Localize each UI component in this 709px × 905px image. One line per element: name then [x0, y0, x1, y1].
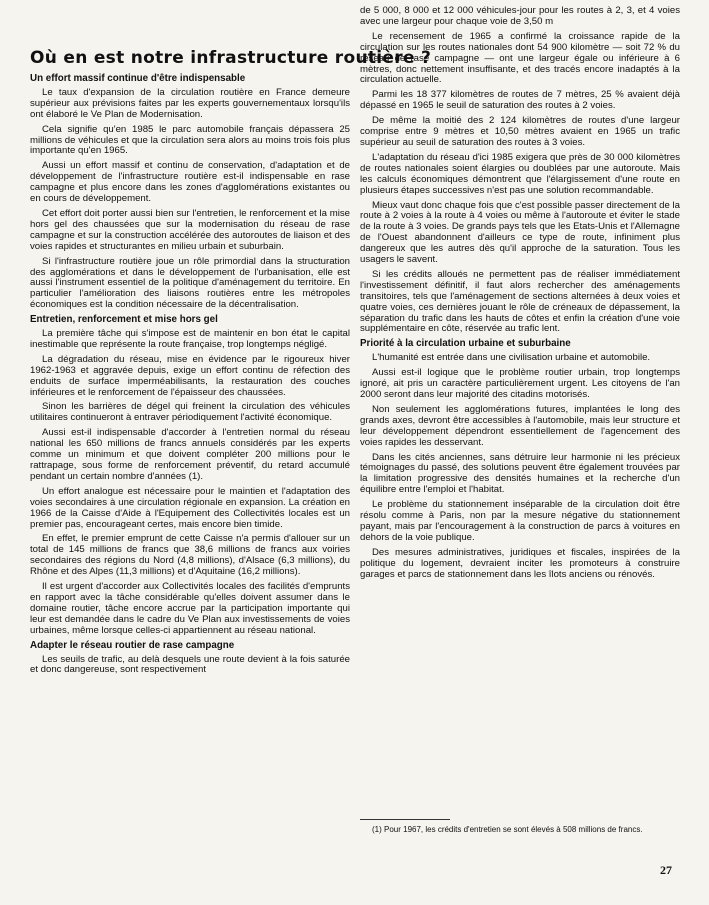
paragraph: de 5 000, 8 000 et 12 000 véhicules-jour pour les routes à 2, 3, et 4 voies avec une largeur pour chaque voie de 3,50 m [360, 5, 680, 27]
section-heading: Adapter le réseau routier de rase campagne [30, 639, 235, 651]
article-title: Où en est notre infrastructure routière ? [30, 48, 432, 68]
paragraph: Les seuils de trafic, au delà desquels une route devient à la fois saturée et donc dangereuse, sont respectivement [30, 653, 350, 676]
paragraph: Parmi les 18 377 kilomètres de routes de 7 mètres, 25 % avaient déjà dépassé en 1965 le seuil de saturation des routes à 2 voies. [360, 89, 680, 112]
section-heading: Un effort massif continue d'être indispensable [30, 73, 246, 84]
paragraph: Si l'infrastructure routière joue un rôle primordial dans la structuration des agglomérations et dans le développement de l'urbanisation, elle est aussi l'instrument essentiel de la politique d'aménagement du territoire. En particulier l'amélioration des liaisons routières entre les métropoles économiques est la condition nécessaire de la décentralisation. [30, 255, 350, 311]
paragraph: Un effort analogue est nécessaire pour le maintien et l'adaptation des voies secondaires à une circulation régionale en expansion. La création en 1966 de la Caisse d'Aide à l'Equipement des Collectivités locales est un premier pas, encourageant certes, mais encore bien timide. [30, 485, 350, 530]
paragraph: Si les crédits alloués ne permettent pas de réaliser immédiatement l'investissement définitif, il faut alors rechercher des aménagements transitoires, tels que l'aménagement de sections alternées à deux voies et quatre voies, ces dernières jouant le rôle de créneaux de dépassement, la séparation du trafic dans les hauts de côtes et enfin la création d'une voie supplémentaire en côte, réservée au trafic lent. [360, 268, 680, 335]
paragraph: Dans les cités anciennes, sans détruire leur harmonie ni les précieux témoignages du passé, des solutions peuvent être également trouvées par la limitation progressive des densités humaines et la recherche d'un équilibre entre l'emploi et l'habitat. [360, 451, 680, 496]
page-number: 27 [660, 863, 672, 877]
paragraph: De même la moitié des 2 124 kilomètres de routes d'une largeur comprise entre 9 mètres et 10,50 mètres avaient en 1965 un trafic supérieur au seuil de saturation des routes à 3 voies. [360, 115, 680, 148]
section-heading: Entretien, renforcement et mise hors gel [30, 314, 218, 326]
footnote: (1) Pour 1967, les crédits d'entretien se sont élevés à 508 millions de francs. [372, 825, 643, 834]
paragraph: Mieux vaut donc chaque fois que c'est possible passer directement de la route à 2 voies à la route à 4 voies ou même à l'autoroute et éviter le stade de la route à 3 voies. De grands pays tels que les Etats-Unis et l'Allemagne de l'Ouest abandonnent d'ailleurs ce type de route, infiniment plus dangereux que les autres dès qu'il approche de la saturation. Tous les usagers le savent. [360, 199, 680, 266]
paragraph: Aussi est-il indispensable d'accorder à l'entretien normal du réseau national les 650 millions de francs annuels considérés par les experts comme un minimum et que doivent compléter 200 millions pour le rattrapage, sous forme de renforcement préventif, du retard accumulé pendant un certain nombre d'années (1). [30, 427, 350, 482]
paragraph: L'adaptation du réseau d'ici 1985 exigera que près de 30 000 kilomètres de routes nationales soient élargies ou doublées par une autoroute. Mais les calculs économiques démontrent que l'élargissement d'une route en plusieurs étapes successives n'est pas une solution recommandable. [360, 151, 680, 196]
paragraph: Cela signifie qu'en 1985 le parc automobile français dépassera 25 millions de véhicules et que la circulation sera alors au moins trois fois plus importante qu'en 1965. [30, 123, 350, 157]
footnote-rule [360, 819, 450, 820]
paragraph: Le taux d'expansion de la circulation routière en France demeure supérieur aux prévisions faites par les experts gouvernementaux lorsqu'ils ont élaboré le Ve Plan de Modernisation. [30, 86, 350, 120]
left-column [30, 72, 350, 680]
right-column [360, 6, 680, 585]
section-heading: Priorité à la circulation urbaine et suburbaine [360, 338, 571, 350]
paragraph: Sinon les barrières de dégel qui freinent la circulation des véhicules utilitaires continueront à entraver périodiquement l'activité économique. [30, 401, 350, 424]
paragraph: En effet, le premier emprunt de cette Caisse n'a permis d'allouer sur un total de 145 millions de francs que 38,6 millions de francs aux voiries secondaires des régions du Nord (4,8 millions), d'Alsace (6,3 millions), du Rhône et des Alpes (11,3 millions) et d'Aquitaine (16,2 millions). [30, 533, 350, 578]
paragraph: Le problème du stationnement inséparable de la circulation doit être résolu comme à Paris, non par la mesure négative du stationnement payant, mais par l'encouragement à la construction de parcs à voitures en dehors de la voie publique. [360, 499, 680, 543]
paragraph: Cet effort doit porter aussi bien sur l'entretien, le renforcement et la mise hors gel des chaussées que sur la modernisation du réseau de rase campagne et sur la construction accélérée des autoroutes de liaison et des voies rapides et structurantes en milieu urbain et suburbain. [30, 207, 350, 252]
paragraph: La dégradation du réseau, mise en évidence par le rigoureux hiver 1962-1963 et aggravée depuis, exige un effort continu de réfection des enduits de surface imperméabilisants, la restauration des couches inférieures et le renforcement de l'épaisseur des chaussées. [30, 353, 350, 398]
paragraph: L'humanité est entrée dans une civilisation urbaine et automobile. [372, 352, 651, 364]
paragraph: La première tâche qui s'impose est de maintenir en bon état le capital inestimable que représente la route française, trop longtemps négligé. [30, 328, 350, 350]
paragraph: Des mesures administratives, juridiques et fiscales, inspirées de la politique du logement, devraient inciter les promoteurs à construire garages et parcs de stationnement dans les îlots anciens ou rénovés. [360, 546, 680, 580]
paragraph: Aussi un effort massif et continu de conservation, d'adaptation et de développement de l'infrastructure routière est-il indispensable en rase campagne et plus encore dans les zones d'agglomérations existantes ou en cours de développement. [30, 160, 350, 205]
paragraph: Il est urgent d'accorder aux Collectivités locales des facilités d'emprunts en rapport avec la tâche considérable qu'elles doivent assumer dans le domaine routier, tâche encore accrue par la participation importante qui leur est demandée dans le cadre du Ve Plan aux investissements de voies urbaines, même lorsque celles-ci appartiennent au réseau national. [30, 581, 350, 636]
paragraph: Non seulement les agglomérations futures, implantées le long des grands axes, devront être accessibles à l'automobile, mais leur structure et leur développement dépendront essentiellement de l'agencement des voies rapides les desservant. [360, 403, 680, 448]
paragraph: Aussi est-il logique que le problème routier urbain, trop longtemps ignoré, ait pris un caractère particulièrement urgent. Les citoyens de l'an 2000 seront dans leur majorité des citadins motorisés. [360, 367, 680, 400]
paragraph: Le recensement de 1965 a confirmé la croissance rapide de la circulation sur les routes nationales dont 54 900 kilomètre — soit 72 % du réseau de rase campagne — ont une largeur égale ou inférieure à 6 mètres, donc nettement insuffisante, et des tracés encore inadaptés à la circulation actuelle. [360, 30, 680, 86]
